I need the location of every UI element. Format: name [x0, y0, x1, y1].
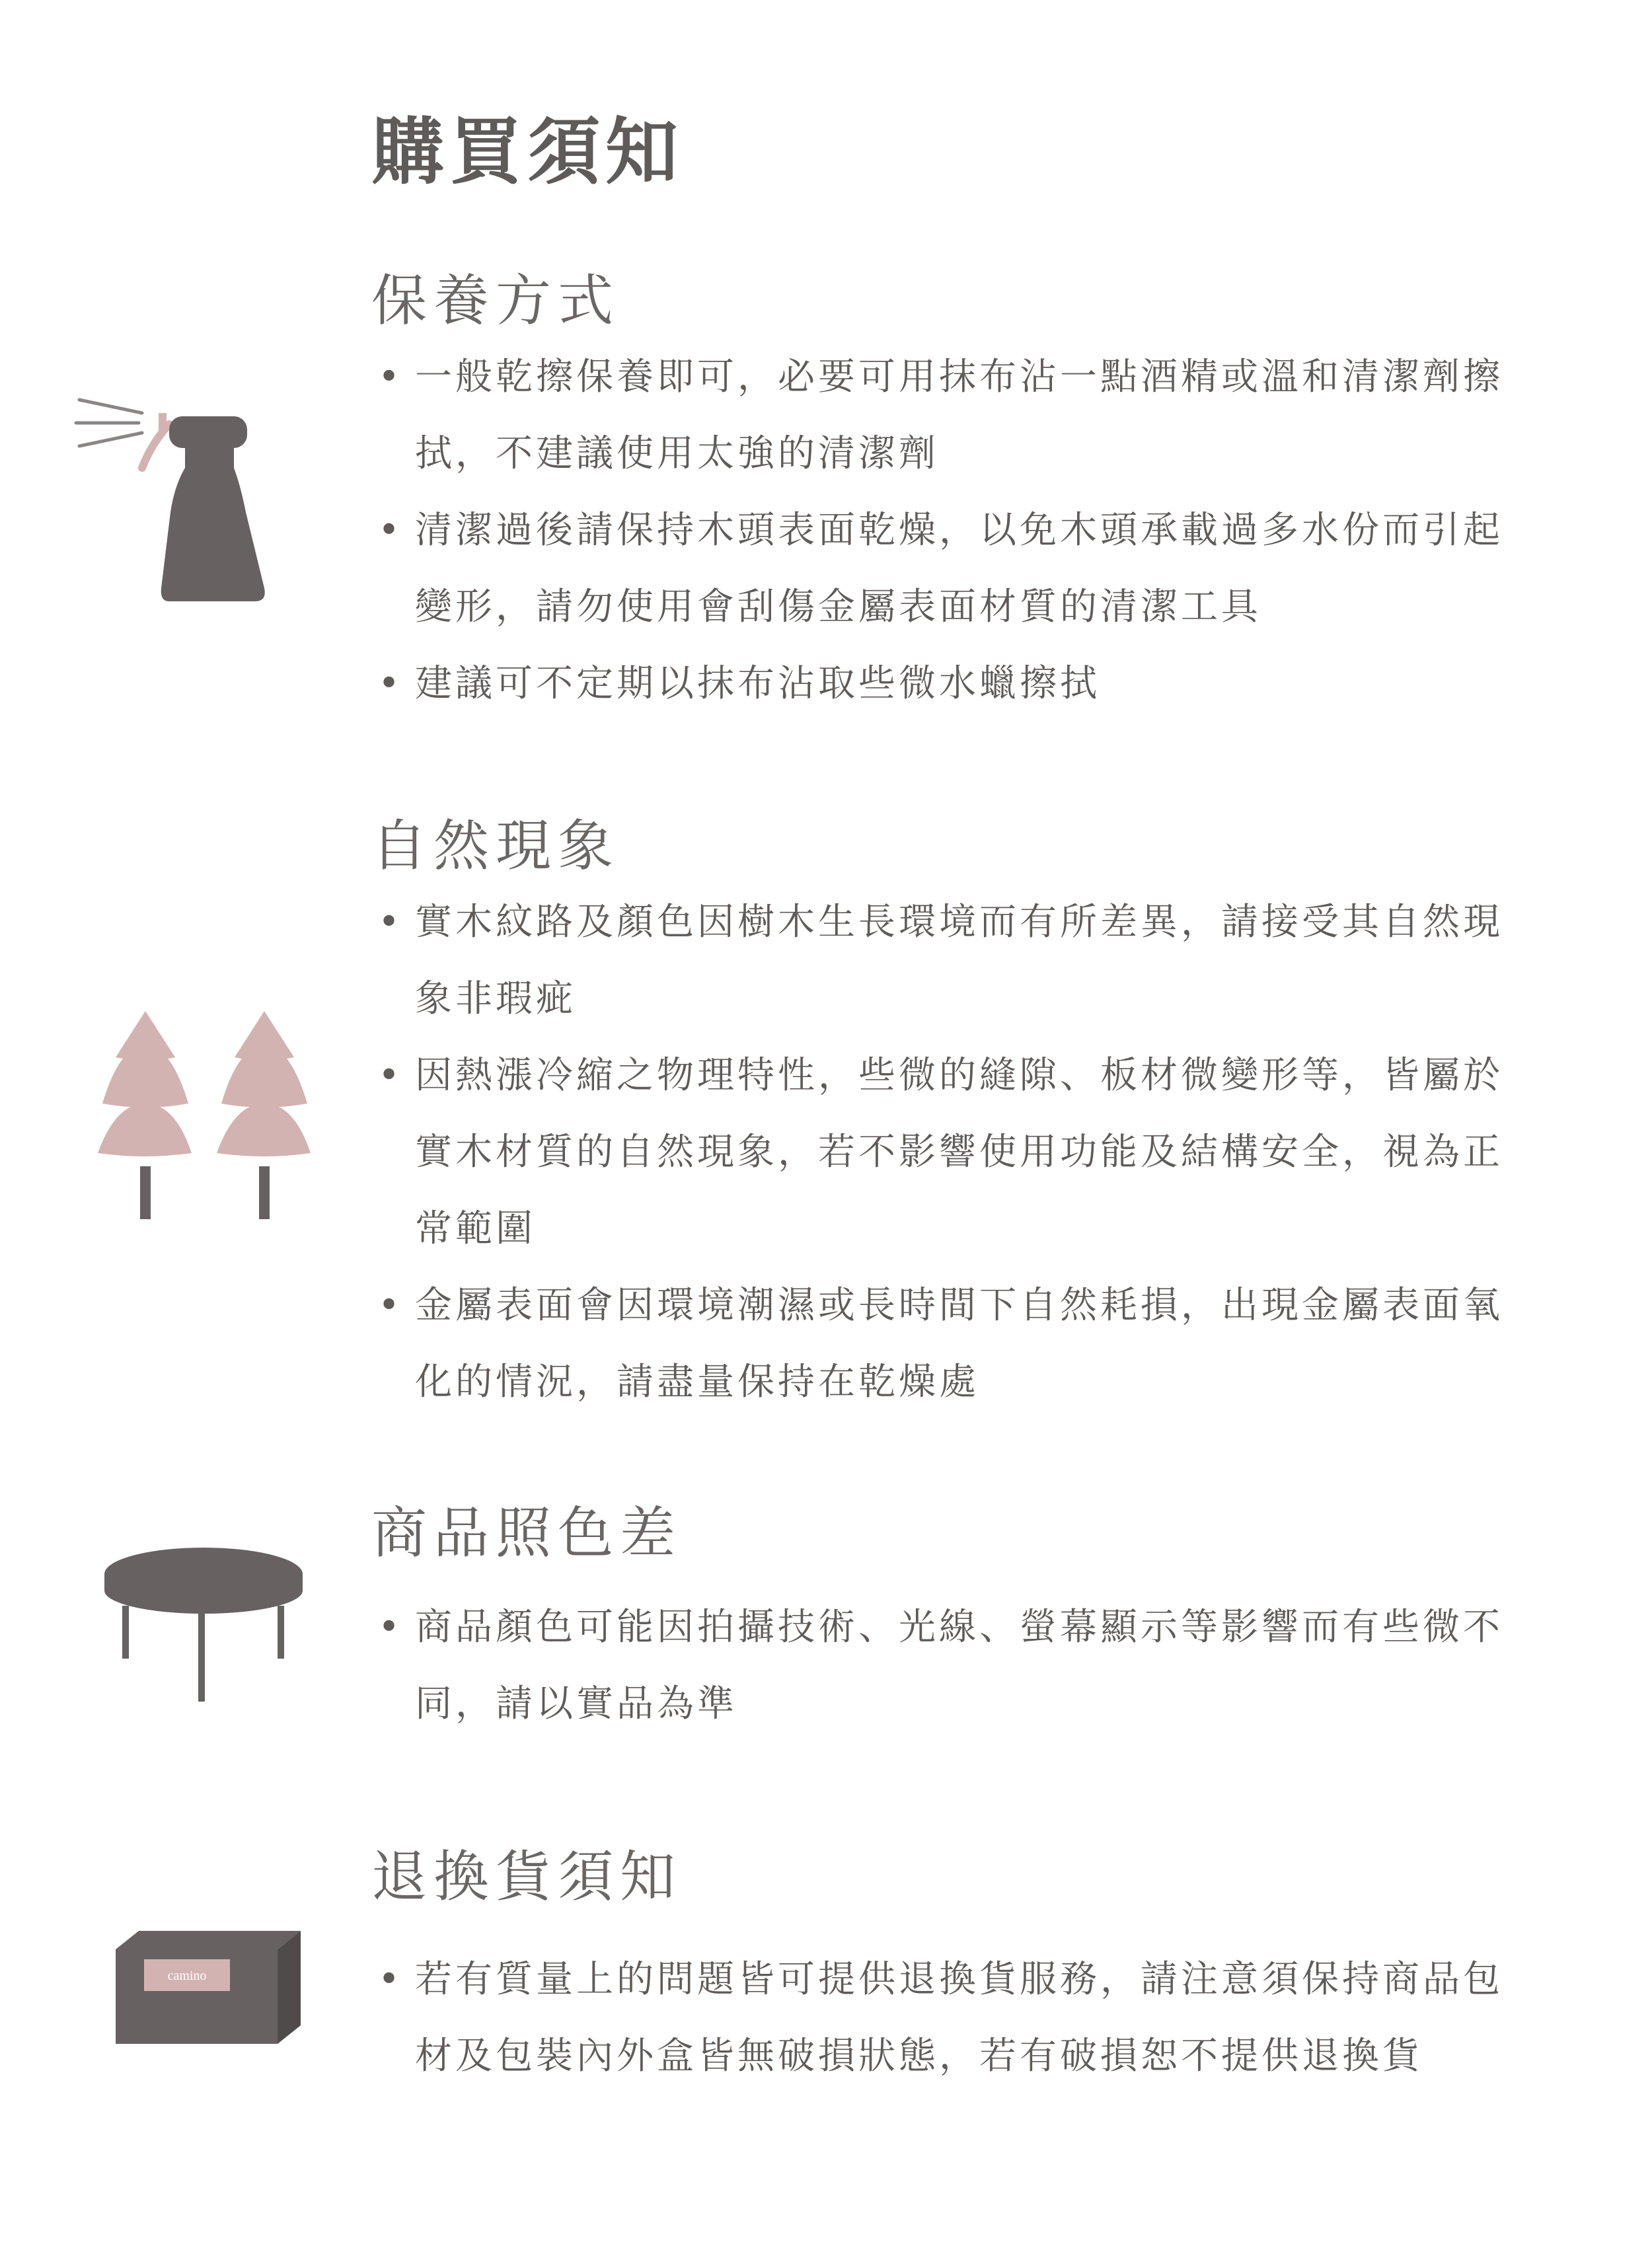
spray-bottle-icon — [73, 390, 271, 608]
list-item: • 金屬表面會因環境潮濕或長時間下自然耗損，出現金屬表面氧化的情況，請盡量保持在乾燥處 — [371, 1267, 1508, 1421]
bullet: • — [378, 901, 404, 944]
bullet: • — [378, 1284, 404, 1327]
package-box-icon — [112, 1923, 304, 2048]
list-item: • 商品顏色可能因拍攝技術、光線、螢幕顯示等影響而有些微不同，請以實品為準 — [371, 1589, 1508, 1743]
list-item: • 清潔過後請保持木頭表面乾燥，以免木頭承載過多水份而引起變形，請勿使用會刮傷金屬表面材質的清潔工具 — [371, 492, 1508, 646]
nature-list — [371, 884, 1508, 1421]
section-title-nature: 自然現象 — [371, 813, 620, 878]
box-logo-text: camino — [167, 1969, 207, 1983]
bullet: • — [378, 509, 404, 552]
list-item: • 實木紋路及顏色因樹木生長環境而有所差異，請接受其自然現象非瑕疵 — [371, 884, 1508, 1037]
color-list — [371, 1589, 1508, 1743]
bullet: • — [378, 1054, 404, 1097]
list-item: • 因熱漲冷縮之物理特性，些微的縫隙、板材微變形等，皆屬於實木材質的自然現象，若不影響使用功能及結構安全，視為正常範圍 — [371, 1037, 1508, 1267]
section-title-color: 商品照色差 — [371, 1501, 683, 1565]
bullet: • — [378, 662, 404, 705]
care-list — [371, 339, 1508, 722]
list-item: • 若有質量上的問題皆可提供退換貨服務，請注意須保持商品包材及包裝內外盒皆無破損狀態，若有破損恕不提供退換貨 — [371, 1941, 1508, 2095]
list-item: • 一般乾擦保養即可，必要可用抹布沾一點酒精或溫和清潔劑擦拭，不建議使用太強的清潔劑 — [371, 339, 1508, 492]
bullet: • — [378, 1958, 404, 2001]
round-table-icon — [99, 1540, 311, 1705]
return-list — [371, 1941, 1508, 2095]
pine-trees-icon — [93, 1004, 317, 1222]
list-item: • 建議可不定期以抹布沾取些微水蠟擦拭 — [371, 646, 1508, 722]
bullet: • — [378, 1606, 404, 1649]
section-title-return: 退換貨須知 — [371, 1844, 683, 1909]
section-title-care: 保養方式 — [371, 268, 620, 333]
bullet: • — [378, 356, 404, 398]
page-title: 購買須知 — [371, 110, 683, 194]
